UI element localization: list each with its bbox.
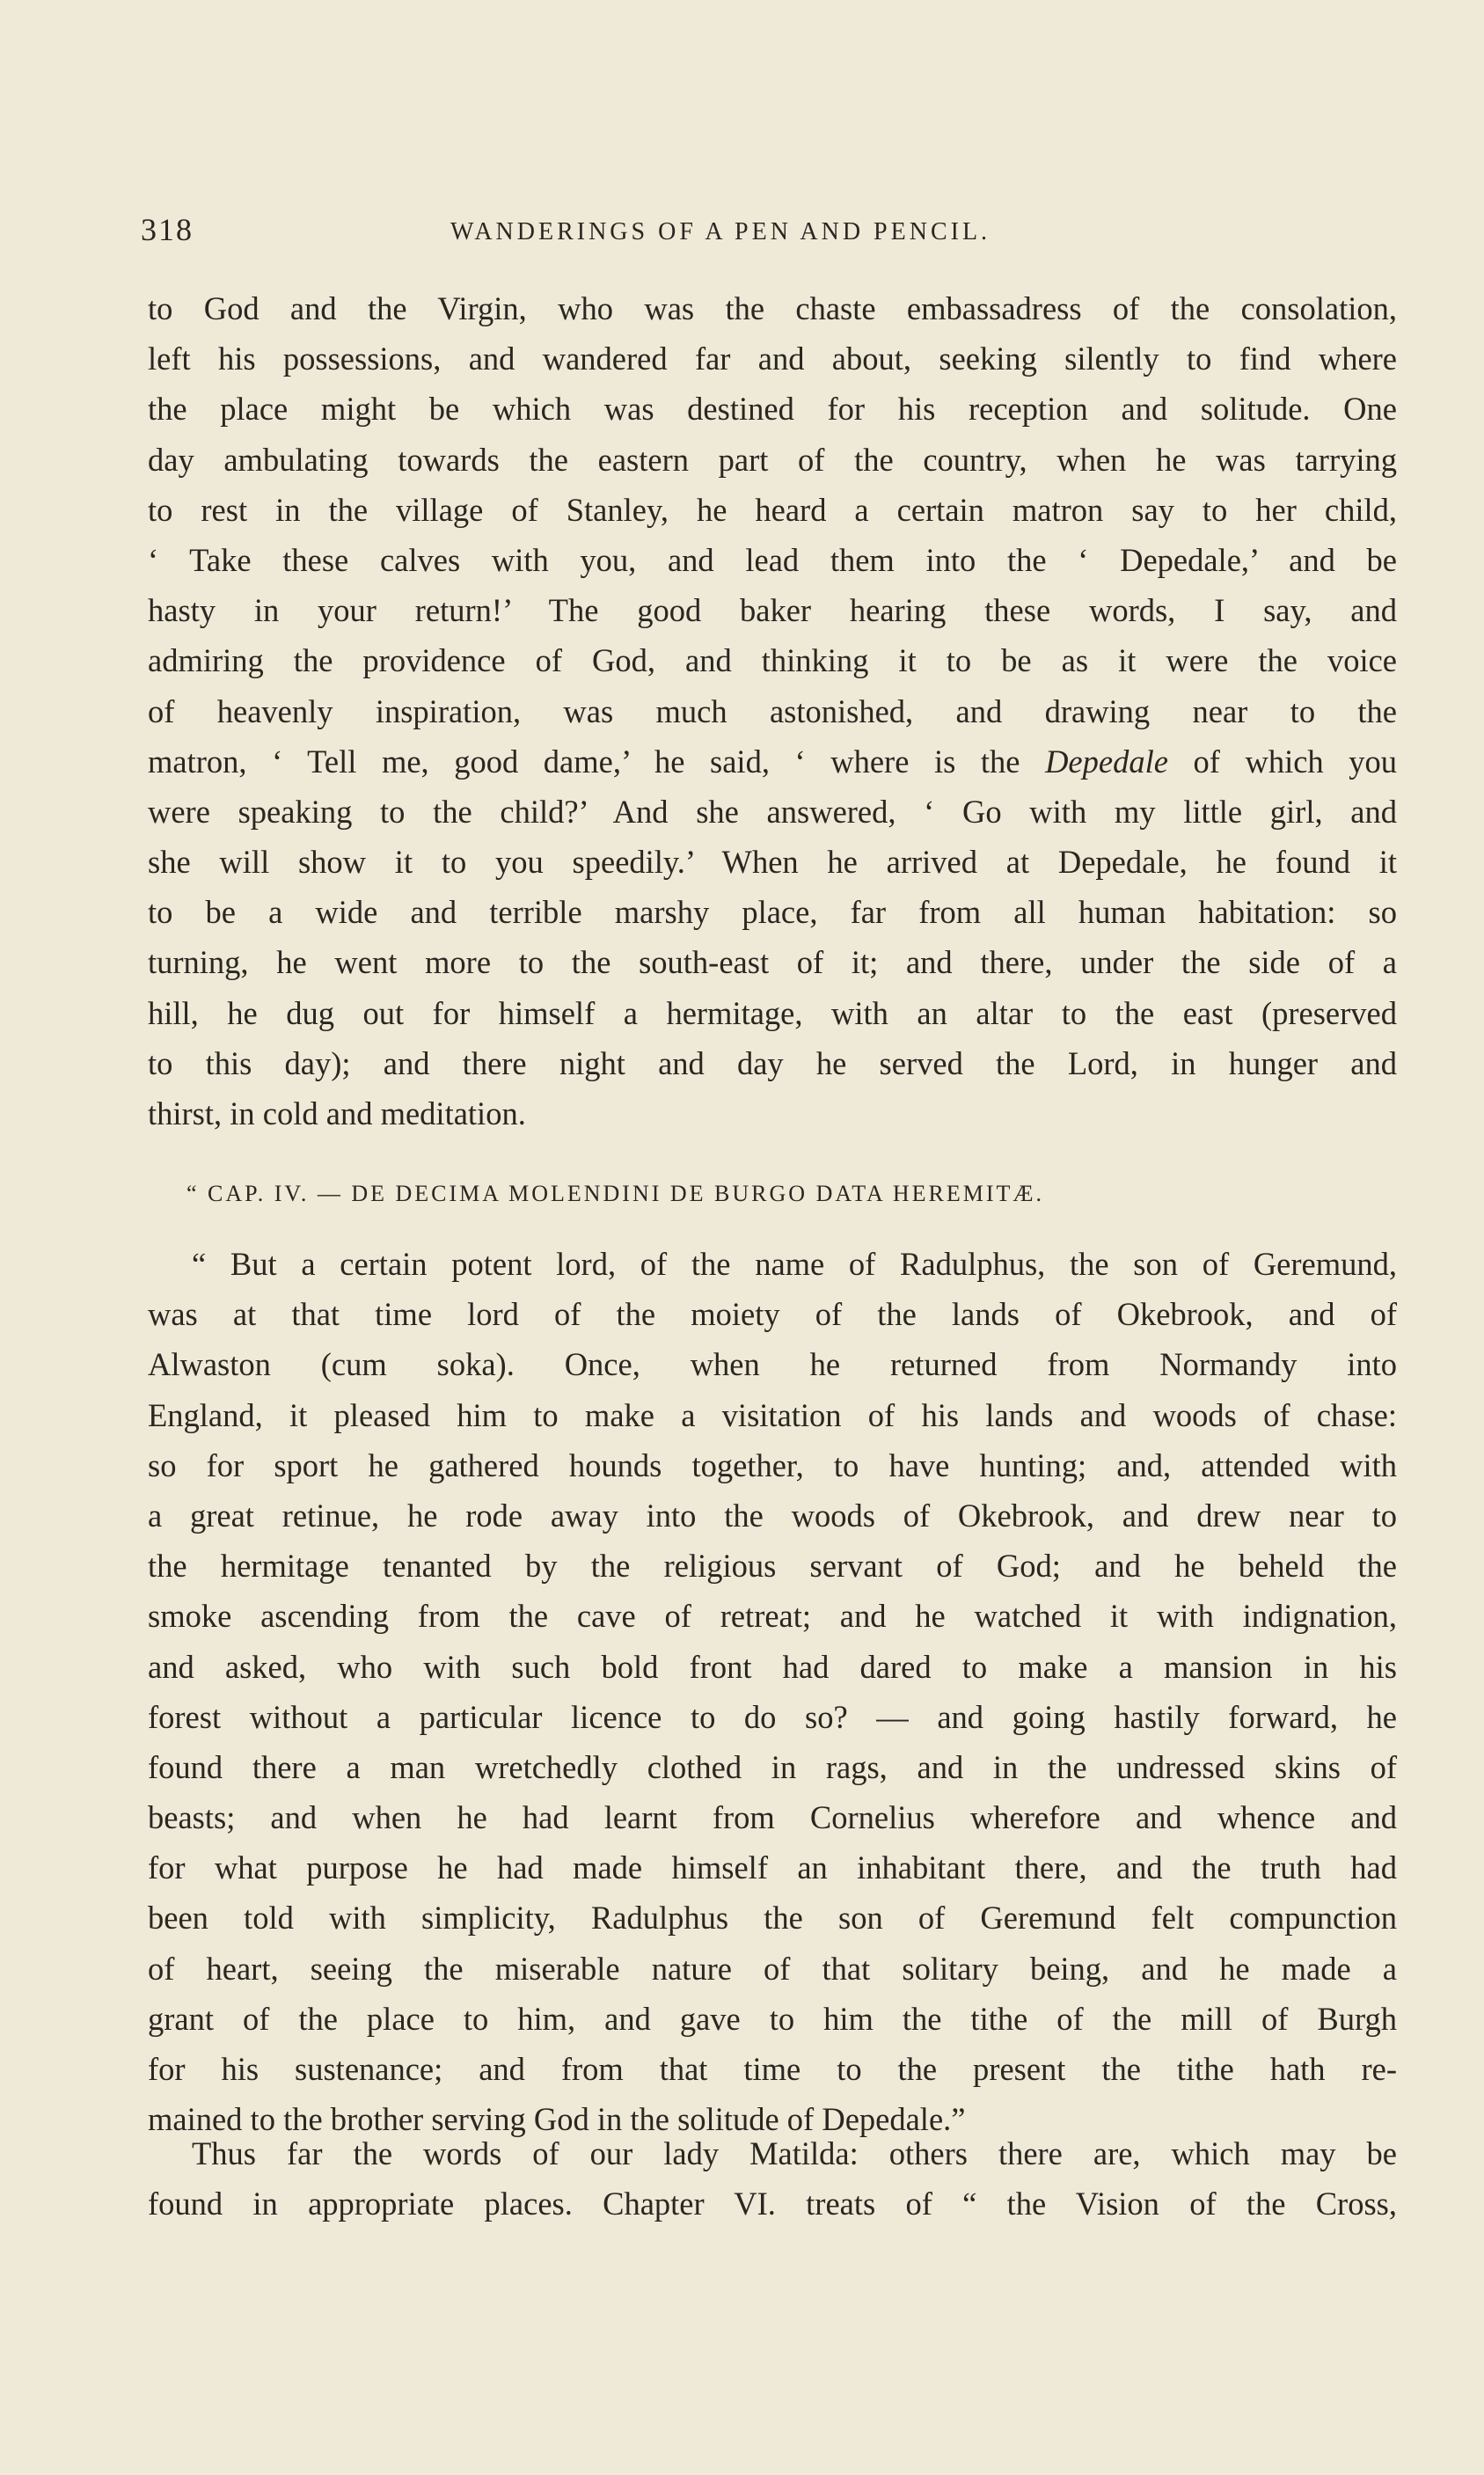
text-line: admiring the providence of God, and thinking it to be as it were the voice bbox=[148, 642, 1397, 679]
running-title: WANDERINGS OF A PEN AND PENCIL. bbox=[450, 218, 991, 245]
text-line: to this day); and there night and day he served the Lord, in hunger and bbox=[148, 1044, 1397, 1081]
text-line: smoke ascending from the cave of retreat; and he watched it with indignation, bbox=[148, 1598, 1397, 1635]
text-line: Alwaston (cum soka). Once, when he returned from Normandy into bbox=[148, 1346, 1397, 1383]
chapter-heading: “ CAP. IV. — DE DECIMA MOLENDINI DE BURGO DATA HEREMITÆ. bbox=[186, 1181, 1045, 1206]
text-line: found in appropriate places. Chapter VI. treats of “ the Vision of the Cross, bbox=[148, 2186, 1397, 2222]
text-line: ‘ Take these calves with you, and lead them into the ‘ Depedale,’ and be bbox=[148, 541, 1397, 578]
text-line: hill, he dug out for himself a hermitage, with an altar to the east (preserved bbox=[148, 994, 1397, 1031]
text-line: beasts; and when he had learnt from Cornelius wherefore and whence and bbox=[148, 1799, 1397, 1836]
text-line: she will show it to you speedily.’ When he arrived at Depedale, he found it bbox=[148, 844, 1397, 881]
text-line: hasty in your return!’ The good baker hearing these words, I say, and bbox=[148, 592, 1397, 629]
text-line: the place might be which was destined for his reception and solitude. One bbox=[148, 391, 1397, 428]
text-segment: of which you bbox=[1167, 743, 1397, 780]
text-line: Thus far the words of our lady Matilda: others there are, which may be bbox=[192, 2135, 1397, 2171]
text-segment: matron, ‘ Tell me, good dame,’ he said, ‘ where is the bbox=[148, 743, 1046, 780]
text-line: the hermitage tenanted by the religious servant of God; and he beheld the bbox=[148, 1548, 1397, 1585]
text-line: forest without a particular licence to do so? — and going hastily forward, he bbox=[148, 1698, 1397, 1735]
text-line: England, it pleased him to make a visitation of his lands and woods of chase: bbox=[148, 1396, 1397, 1433]
text-line: and asked, who with such bold front had dared to make a mansion in his bbox=[148, 1648, 1397, 1685]
text-line: of heart, seeing the miserable nature of that solitary being, and he made a bbox=[148, 1950, 1397, 1987]
text-line: been told with simplicity, Radulphus the son of Geremund felt compunction bbox=[148, 1900, 1397, 1937]
running-head bbox=[141, 211, 1407, 253]
text-line: mained to the brother serving God in the solitude of Depedale.” bbox=[148, 2101, 966, 2138]
text-line: of heavenly inspiration, was much astonished, and drawing near to the bbox=[148, 692, 1397, 729]
text-line: to rest in the village of Stanley, he heard a certain matron say to her child, bbox=[148, 491, 1397, 528]
text-line: to God and the Virgin, who was the chaste embassadress of the consolation, bbox=[148, 290, 1397, 326]
text-line: “ But a certain potent lord, of the name of Radulphus, the son of Geremund, bbox=[192, 1246, 1397, 1282]
text-line: were speaking to the child?’ And she answered, ‘ Go with my little girl, and bbox=[148, 793, 1397, 830]
text-line: to be a wide and terrible marshy place, far from all human habitation: so bbox=[148, 894, 1397, 931]
paragraph-hermit-journey bbox=[148, 283, 1397, 1139]
italic-place-name: Depedale bbox=[1045, 743, 1168, 780]
text-line: for what purpose he had made himself an inhabitant there, and the truth had bbox=[148, 1849, 1397, 1886]
text-line bbox=[148, 736, 1397, 787]
text-line: left his possessions, and wandered far and about, seeking silently to find where bbox=[148, 340, 1397, 377]
text-line: a great retinue, he rode away into the woods of Okebrook, and drew near to bbox=[148, 1497, 1397, 1534]
page-number: 318 bbox=[141, 212, 194, 247]
text-line: so for sport he gathered hounds together, to have hunting; and, attended with bbox=[148, 1446, 1397, 1483]
text-line: day ambulating towards the eastern part of the country, when he was tarrying bbox=[148, 441, 1397, 478]
text-line: for his sustenance; and from that time to the present the tithe hath re- bbox=[148, 2051, 1397, 2087]
text-line: was at that time lord of the moiety of the lands of Okebrook, and of bbox=[148, 1296, 1397, 1333]
paragraph-radulphus bbox=[148, 1239, 1397, 2144]
text-line: found there a man wretchedly clothed in rags, and in the undressed skins of bbox=[148, 1748, 1397, 1785]
text-line: grant of the place to him, and gave to him the tithe of the mill of Burgh bbox=[148, 2000, 1397, 2037]
paragraph-matilda bbox=[148, 2128, 1397, 2229]
text-line: turning, he went more to the south-east of it; and there, under the side of a bbox=[148, 944, 1397, 981]
text-line: thirst, in cold and meditation. bbox=[148, 1095, 526, 1131]
